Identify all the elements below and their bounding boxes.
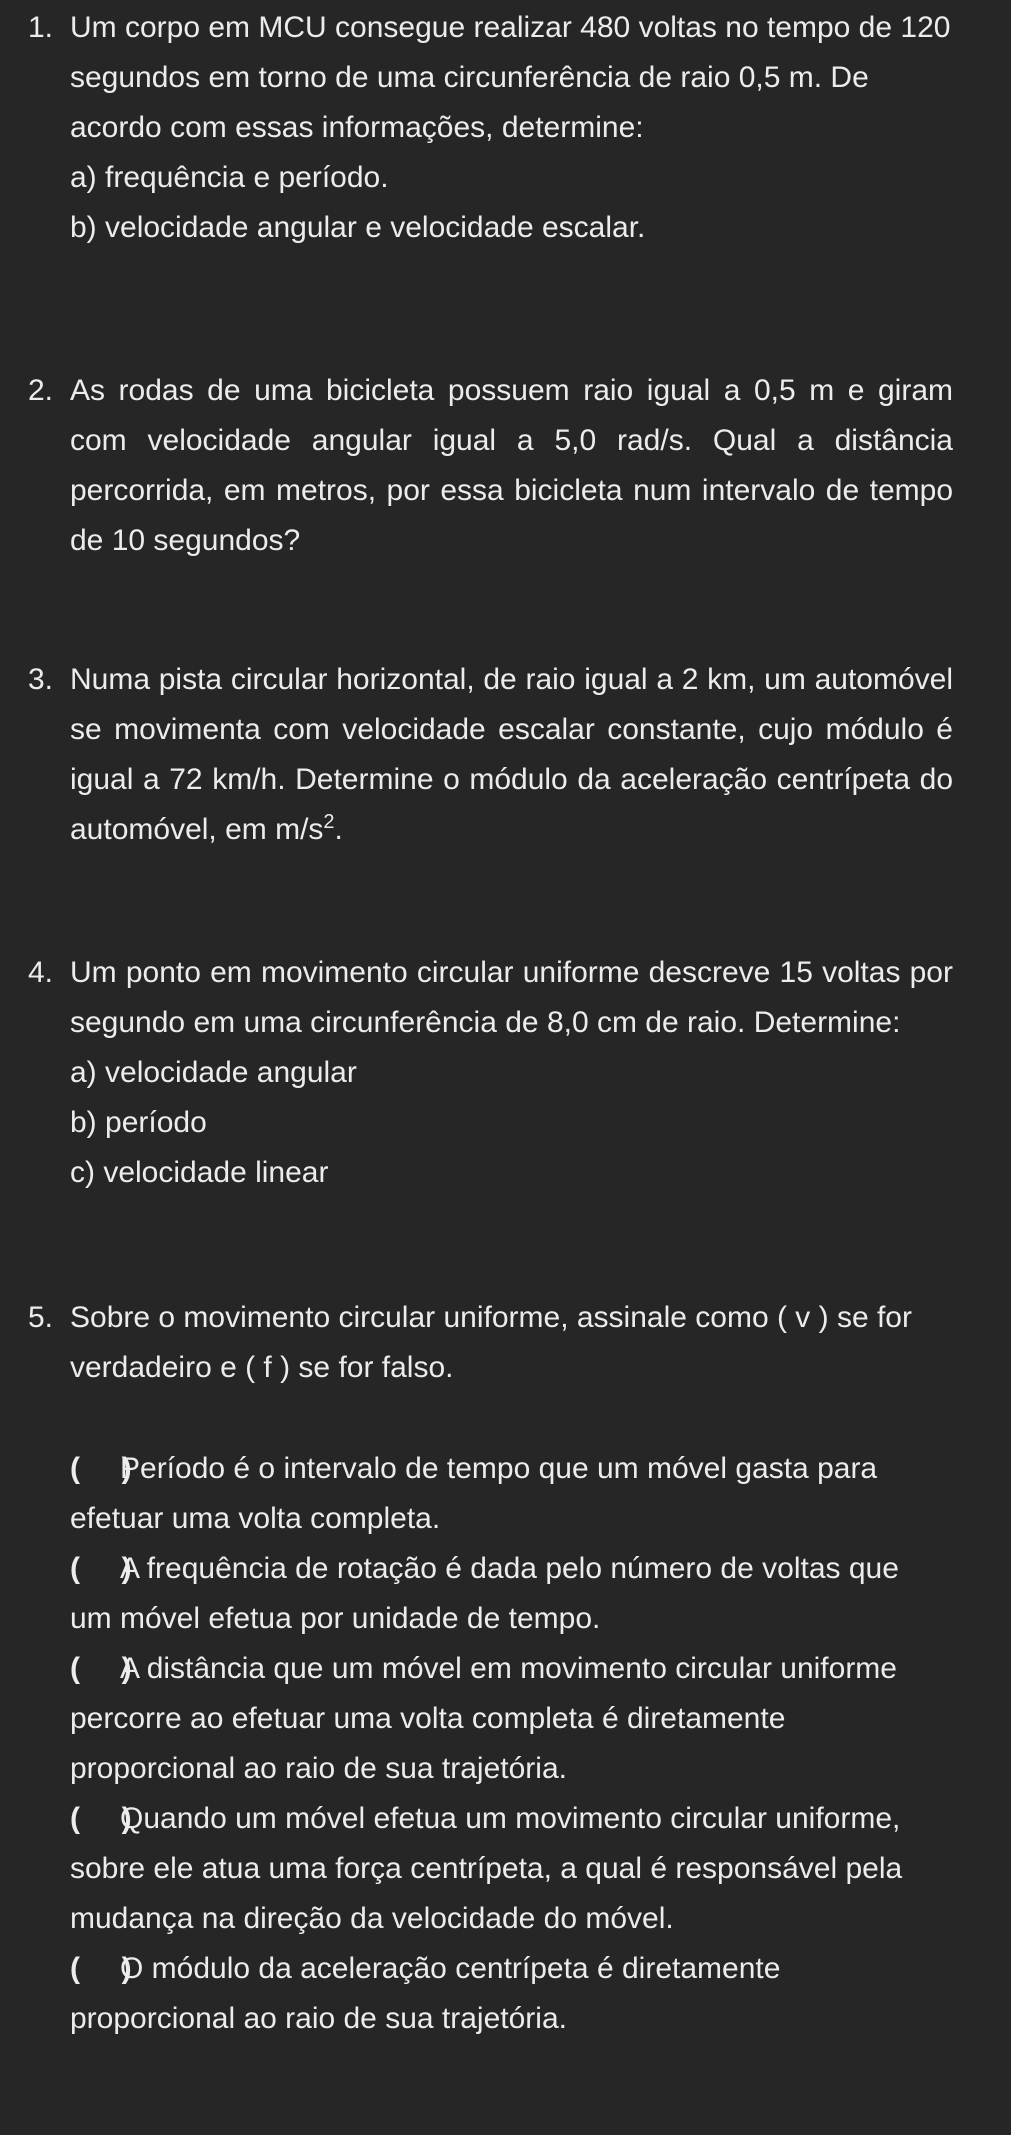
- statement-2: [70, 1544, 930, 1644]
- question-number: 4.: [28, 956, 54, 989]
- item-b: b) período: [70, 1106, 207, 1139]
- question-3: [28, 655, 953, 855]
- question-text: Um corpo em MCU consegue realizar 480 voltas no tempo de 120 segundos em torno de uma circunferência de raio 0,5 m. De acordo com essas informações, determine:: [70, 11, 951, 144]
- item-b: b) velocidade angular e velocidade escalar.: [70, 211, 646, 244]
- question-number: 1.: [28, 11, 54, 44]
- statement-text: A distância que um móvel em movimento circular uniforme percorre ao efetuar uma volta completa é diretamente proporcional ao raio de sua trajetória.: [70, 1652, 897, 1785]
- statement-5: [70, 1944, 930, 2044]
- question-text: As rodas de uma bicicleta possuem raio igual a 0,5 m e giram com velocidade angular igual a 5,0 rad/s. Qual a distância percorrida, em metros, por essa bicicleta num intervalo de tempo de 10 segundos?: [70, 374, 953, 557]
- answer-blank[interactable]: ( ): [70, 1952, 132, 1985]
- item-c: c) velocidade linear: [70, 1156, 329, 1189]
- statement-text: O módulo da aceleração centrípeta é diretamente proporcional ao raio de sua trajetória.: [70, 1952, 781, 2035]
- answer-blank[interactable]: ( ): [70, 1552, 132, 1585]
- question-1: [28, 3, 953, 253]
- question-2: [28, 366, 953, 566]
- statement-text: Quando um móvel efetua um movimento circular uniforme, sobre ele atua uma força centrípeta, a qual é responsável pela mudança na direção da velocidade do móvel.: [70, 1802, 903, 1935]
- question-text-end: .: [334, 813, 343, 846]
- statement-4: [70, 1794, 930, 1944]
- question-number: 5.: [28, 1301, 54, 1334]
- statement-text: Período é o intervalo de tempo que um móvel gasta para efetuar uma volta completa.: [70, 1452, 878, 1535]
- answer-blank[interactable]: ( ): [70, 1652, 132, 1685]
- question-text: Um ponto em movimento circular uniforme descreve 15 voltas por segundo em uma circunferência de 8,0 cm de raio. Determine:: [70, 956, 953, 1039]
- true-false-list: [28, 1444, 953, 2044]
- item-a: a) velocidade angular: [70, 1056, 357, 1089]
- answer-blank[interactable]: ( ): [70, 1452, 132, 1485]
- statement-text: A frequência de rotação é dada pelo número de voltas que um móvel efetua por unidade de tempo.: [70, 1552, 899, 1635]
- question-number: 2.: [28, 374, 54, 407]
- question-number: 3.: [28, 663, 54, 696]
- question-5: [28, 1293, 953, 1393]
- question-text: Sobre o movimento circular uniforme, assinale como ( v ) se for verdadeiro e ( f ) se for falso.: [70, 1301, 912, 1384]
- item-a: a) frequência e período.: [70, 161, 389, 194]
- statement-1: [70, 1444, 930, 1544]
- question-text-body: Numa pista circular horizontal, de raio igual a 2 km, um automóvel se movimenta com velocidade escalar constante, cujo módulo é igual a 72 km/h. Determine o módulo da aceleração centrípeta do automóvel, em m/s: [70, 663, 953, 846]
- exponent: 2: [323, 811, 335, 833]
- answer-blank[interactable]: ( ): [70, 1802, 132, 1835]
- question-text: [70, 655, 953, 855]
- statement-3: [70, 1644, 930, 1794]
- question-4: [28, 948, 953, 1198]
